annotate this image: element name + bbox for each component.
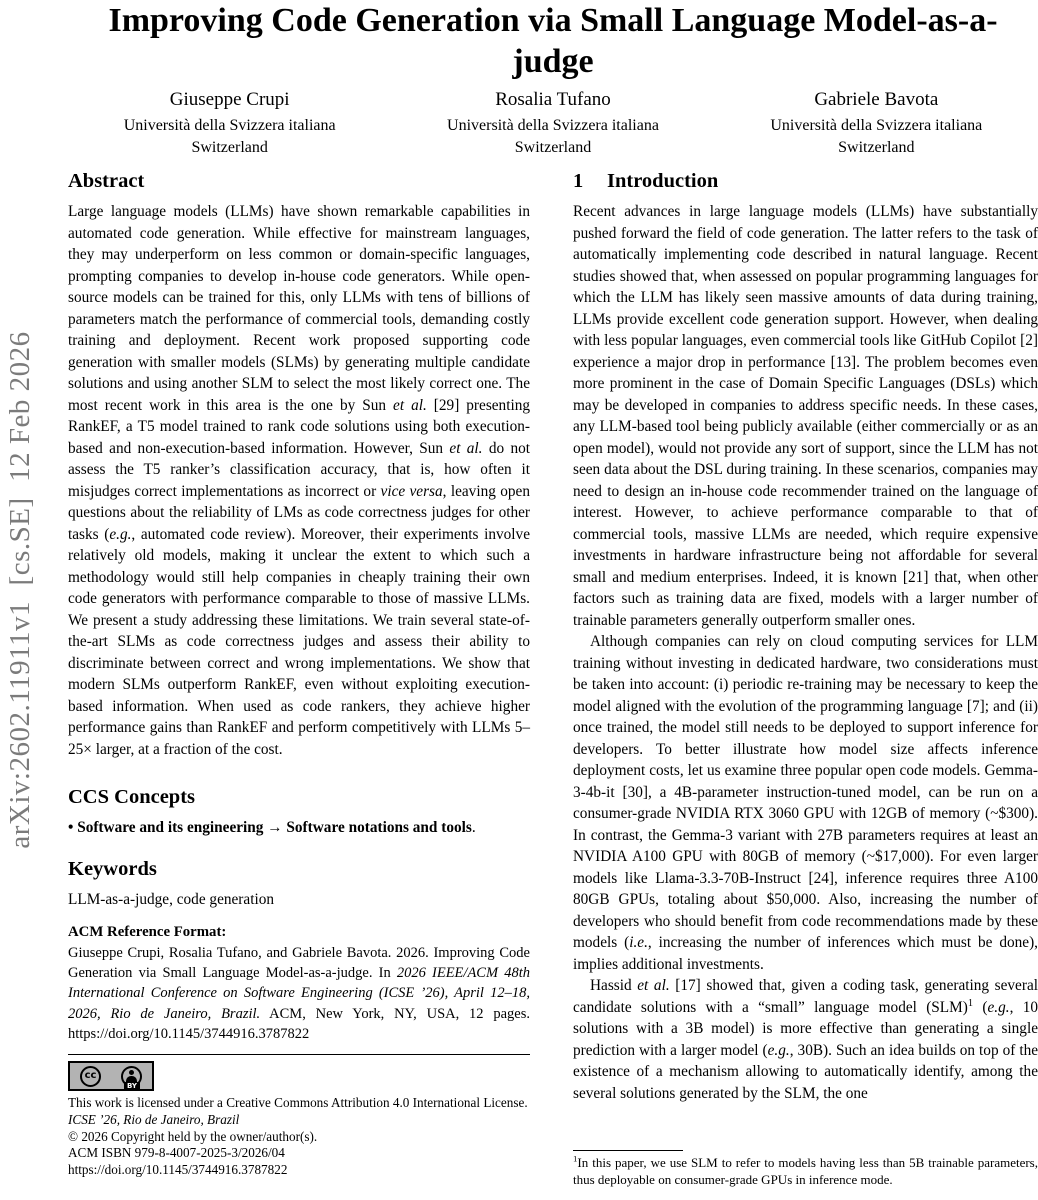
license-block (68, 1095, 530, 1179)
author-name: Rosalia Tufano (495, 89, 611, 110)
author-country: Switzerland (191, 139, 268, 156)
author-block (68, 88, 391, 159)
intro-heading (573, 170, 1038, 193)
author-country: Switzerland (838, 139, 915, 156)
abstract-text: Large language models (LLMs) have shown remarkable capabilities in automated code generation. While effective for mainstream languages, they may underperform on less common or domain-specific languages, prompting companies to develop in-house code generators. While open-source models can be trained for this, only LLMs with tens of billions of parameters match the performance of commercial tools, demanding costly training and deployment. Recent work proposed supporting code generation with smaller models (SLMs) by generating multiple candidate solutions and using another SLM to select the most likely correct one. The most recent work in this area is the one by Sun et al. [29] presenting RankEF, a T5 model trained to rank code solutions using both execution-based and non-execution-based information. However, Sun et al. do not assess the T5 ranker’s classification accuracy, that is, how often it misjudges correct implementations as incorrect or vice versa, leaving open questions about the reliability of LMs as code correctness judges for other tasks (e.g., automated code review). Moreover, their experiments involve relatively old models, making it unclear the extent to which such a methodology would still help companies in cheaply training their own code generators with performance comparable to those of massive LLMs. We present a study addressing these limitations. We train several state-of-the-art SLMs as code correctness judges and assess their ability to discriminate between correct and wrong implementations. We show that modern SLMs outperform RankEF, even without exploiting execution-based information. When used as code rankers, they achieve higher performance gains than RankEF and perform competitively with LLMs 5–25× larger, at a fraction of the cost. (68, 203, 531, 758)
copyright-line: © 2026 Copyright held by the owner/author(s). (68, 1128, 318, 1144)
ccs-text: • Software and its engineering → Software notations and tools. (68, 819, 476, 836)
intro-paragraph-1: Recent advances in large language models (LLMs) have substantially pushed forward the field of code generation. The latter refers to the task of automatically implementing code described in natural language. Recent studies showed that, when assessed on popular programming languages for which the LLM has likely seen massive amounts of data during training, LLMs provide excellent code generation support. However, when dealing with less popular languages, even commercial tools like GitHub Copilot [2] experience a major drop in performance [13]. The problem becomes even more prominent in the case of Domain Specific Languages (DSLs) which may be developed in companies to address specific needs. In these cases, any LLM-based tool being publicly available (either commercially or as an open model), would not provide any sort of support, since the LLM has not seen data about the DSL during training. In these scenarios, companies may need to design an in-house code recommender trained on the language of interest. However, to achieve performance comparable to that of commercial tools, massive LLMs are needed, which require expensive investments in hardware infrastructure being not affordable for several small and medium enterprises. Indeed, it is known [21] that, when other factors such as training data are fixed, models with a larger number of trainable parameters generally outperform smaller ones. (573, 203, 1038, 629)
author-name: Giuseppe Crupi (169, 89, 290, 110)
keywords-heading: Keywords (68, 857, 157, 880)
license-conference-line: ICSE ’26, Rio de Janeiro, Brazil (68, 1111, 240, 1127)
keywords-text: LLM-as-a-judge, code generation (68, 890, 274, 908)
author-block (391, 88, 714, 159)
doi-line: https://doi.org/10.1145/3744916.3787822 (68, 1162, 288, 1178)
author-block (715, 88, 1038, 159)
person-head-shape (129, 1070, 134, 1075)
author-affiliation: Università della Svizzera italiana (447, 117, 659, 134)
ccs-heading: CCS Concepts (68, 786, 195, 808)
cc-icon: cc (80, 1066, 101, 1087)
isbn-line: ACM ISBN 979-8-4007-2025-3/2026/04 (68, 1145, 285, 1161)
abstract-heading: Abstract (68, 170, 145, 192)
authors-row (68, 88, 1038, 159)
section-number: 1 (573, 170, 584, 192)
section-title: Introduction (607, 170, 719, 192)
license-divider (68, 1054, 530, 1055)
paper-title: Improving Code Generation via Small Language Model-as-a-judge (108, 2, 998, 80)
license-text-line: This work is licensed under a Creative Commons Attribution 4.0 International License. (68, 1095, 528, 1111)
by-label: BY (124, 1082, 140, 1091)
intro-paragraph-2: Although companies can rely on cloud computing services for LLM training without investing in dedicated hardware, two considerations must be taken into account: (i) periodic re-training may be necessary to keep the model aligned with the evolution of the programming language [7]; and (ii) once trained, the model still needs to be deployed to support inference for developers. To better illustrate how model size affects inference deployment costs, let us examine three popular open code models. Gemma-3-4b-it [30], a 4B-parameter instruction-tuned model, can be run on a consumer-grade NVIDIA RTX 3060 GPU with 12GB of memory (~$300). In contrast, the Gemma-3 variant with 27B parameters requires at least an NVIDIA A100 GPU with 80GB of memory (~$17,000). For even larger models like Llama-3.3-70B-Instruct [24], inference requires three A100 80GB GPUs, totaling about $50,000. Also, increasing the number of developers who should benefit from code recommendations made by these models (i.e., increasing the number of inferences which must be done), implies additional investments. (573, 633, 1038, 973)
left-column (68, 170, 530, 1179)
author-affiliation: Università della Svizzera italiana (123, 117, 336, 134)
author-affiliation: Università della Svizzera italiana (770, 117, 983, 134)
footnote-text: $^1$In this paper, we use SLM to refer to models having less than 5B trainable parameters, thus deployable on consumer-grade GPUs in inference mode. (573, 1153, 1038, 1188)
footnote-divider (573, 1150, 683, 1151)
author-name: Gabriele Bavota (814, 89, 939, 110)
arxiv-watermark: arXiv:2602.11911v1 [cs.SE] 12 Feb 2026 (4, 331, 36, 849)
intro-paragraph-3: Hassid et al. [17] showed that, given a coding task, generating several candidate solutions with a “small” language model (SLM)$^1$ (e.g., 10 solutions with a 3B model) is more effective than generating a single prediction with a larger model (e.g., 30B). Such an idea builds on top of the existence of a mechanism allowing to automatically identify, among the several solutions generated by the SLM, the one (573, 977, 1038, 1102)
right-column (573, 170, 1038, 1200)
author-country: Switzerland (514, 139, 592, 156)
footnote-block (573, 1150, 1038, 1188)
cc-by-license-badge (68, 1061, 154, 1091)
acm-reference-text: Giuseppe Crupi, Rosalia Tufano, and Gabriele Bavota. 2026. Improving Code Generation via Small Language Model-as-a-judge. In 2026 IEEE/ACM 48th International Conference on Software Engineering (ICSE ’26), April 12–18, 2026, Rio de Janeiro, Brazil. ACM, New York, NY, USA, 12 pages. https://doi.org/10.1145/3744916.3787822 (68, 945, 530, 1042)
acm-reference-heading: ACM Reference Format: (68, 924, 227, 940)
